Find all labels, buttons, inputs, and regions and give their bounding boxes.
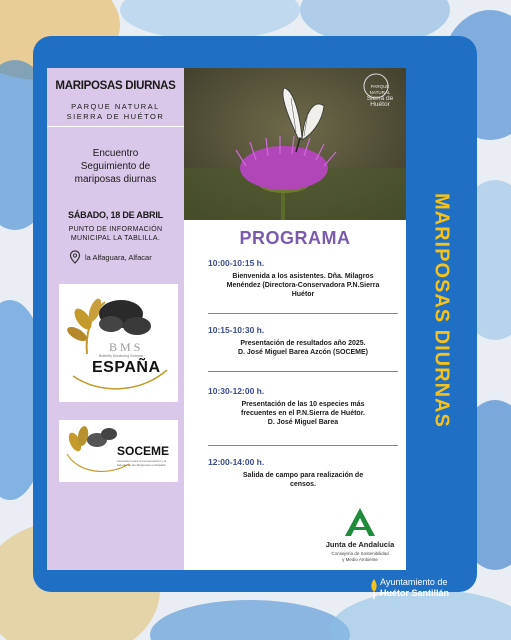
program-panel [184,68,406,570]
bg-splash [150,600,350,640]
ayuntamiento-line2: Huétor Santillán [380,588,450,598]
location-pin-icon [69,250,81,269]
ayuntamiento-line1: Ayuntamiento de [380,577,448,587]
event-info-panel [47,68,184,570]
slot-divider [208,371,398,372]
slot-line: Huétor [291,291,315,298]
event-desc-line1: Encuentro [92,148,139,159]
junta-dept-line2: y Medio Ambiente [342,557,378,562]
slot-divider [208,445,398,446]
bms-espana-logo [59,284,178,402]
slot-line: Menéndez (Directora-Conservadora P.N.Sierra [226,282,380,289]
event-place-line1: PUNTO DE INFORMACIÓN [68,226,163,233]
slot-divider [208,313,398,314]
program-title: PROGRAMA [239,228,351,248]
slot-line: frecuentes en el P.N.Sierra de Huétor. [241,410,365,417]
vertical-title-text: MARIPOSAS DIURNAS [430,192,453,428]
park-name-line1: PARQUE NATURAL [71,102,160,111]
event-date: SÁBADO, 18 DE ABRIL [68,210,163,220]
slot-line: D. José Miguel Barea Azcón (SOCEME) [237,349,369,356]
park-watermark-logo [360,84,400,108]
bms-country: ESPAÑA [92,359,161,376]
soceme-name: SOCEME [117,444,170,458]
bg-splash [120,0,300,40]
event-place-line2: MUNICIPAL LA TABLILLA. [70,235,161,242]
park-name-line2: SIERRA DE HUÉTOR [66,112,165,121]
program-slot [208,457,398,489]
junta-andalucia-logo [321,506,399,566]
slot-time: 10:30-12:00 h. [208,386,265,396]
event-address: la Alfaguara, Alfacar [85,253,152,262]
event-desc-line3: mariposas diurnas [74,174,157,185]
program-slot [208,325,398,357]
slot-desc [208,339,398,357]
divider [47,126,184,127]
slot-line: D. José Miguel Barea [267,419,339,426]
slot-time: 12:00-14:00 h. [208,457,265,467]
ayuntamiento-emblem-icon [367,578,381,605]
event-title: MARIPOSAS DIURNAS [55,80,176,92]
slot-line: Salida de campo para realización de [242,472,364,479]
butterfly-photo [184,68,406,220]
park-watermark-line2: Sierra de [366,95,394,102]
park-watermark-line3: Huétor [370,101,390,108]
slot-time: 10:15-10:30 h. [208,325,265,335]
flyer-card [47,68,406,570]
program-slot [208,258,398,299]
junta-dept-line1: Consejería de Sostenibilidad [331,551,389,556]
ayuntamiento-logo [380,577,510,599]
bms-tagline: Butterfly Monitoring Scheme [99,354,143,358]
slot-line: Bienvenida a los asistentes. Dña. Milagros [232,273,374,280]
park-watermark-line1: PARQUE NATURAL [369,84,391,95]
slot-line: Presentación de las 10 especies más [241,401,365,408]
soceme-logo [59,420,178,482]
slot-desc [208,272,398,299]
event-desc-line2: Seguimiento de [80,161,151,172]
slot-desc [208,471,398,489]
junta-name: Junta de Andalucía [325,540,395,549]
slot-line: Presentación de resultados año 2025. [240,340,366,347]
slot-time: 10:00-10:15 h. [208,258,265,268]
slot-desc [208,400,398,427]
program-slot [208,386,398,427]
bms-small-text: BMS [109,340,144,354]
vertical-title [427,180,455,440]
soceme-tagline: Asociación para la Conservación y el Estudio de las Mariposas en España [117,459,167,467]
slot-line: censos. [289,481,317,488]
